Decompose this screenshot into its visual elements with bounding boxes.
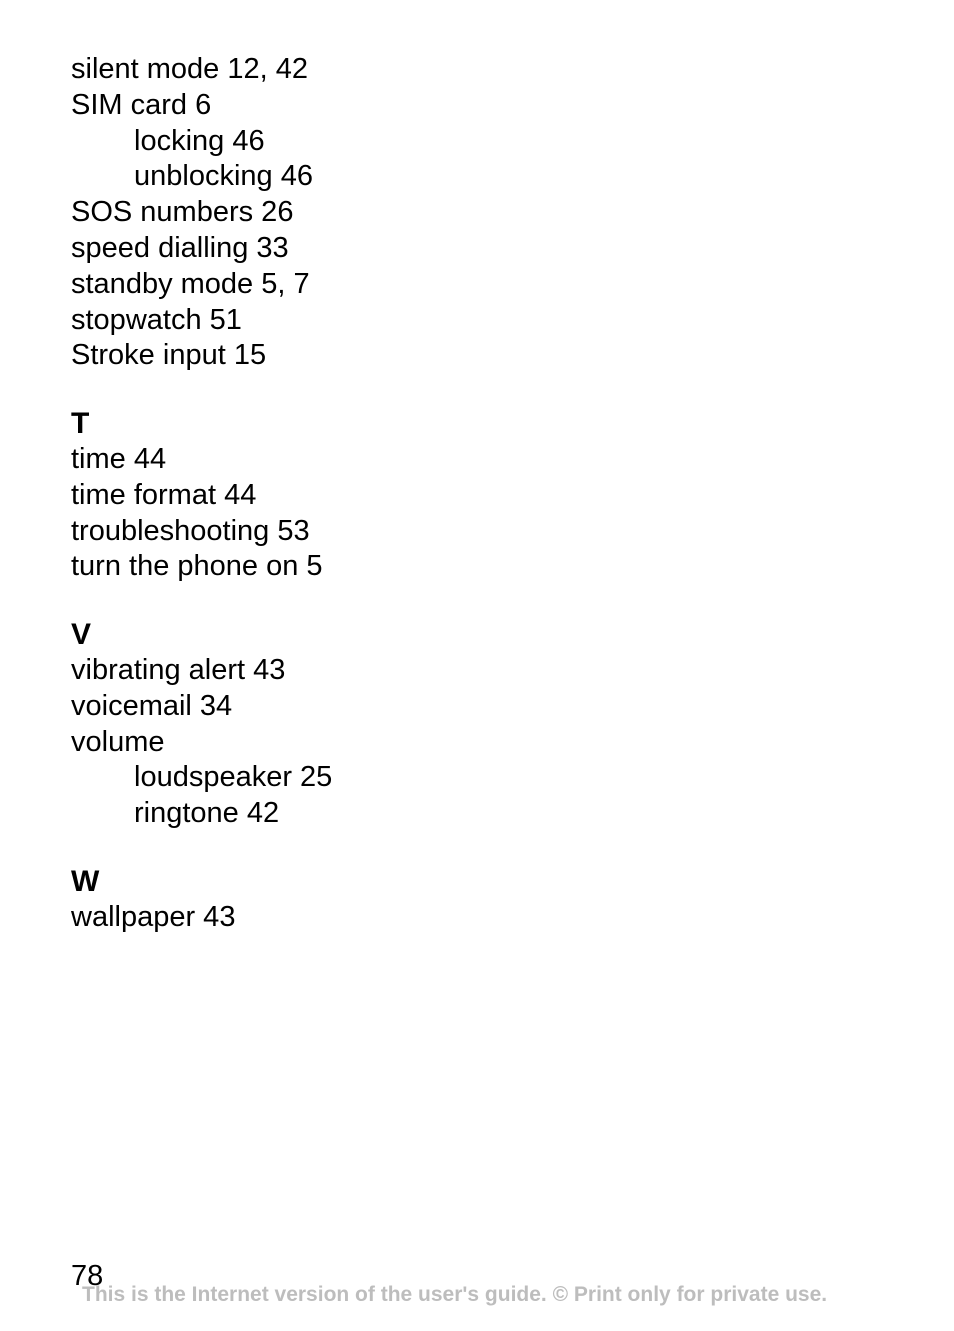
index-entry: Stroke input 15 xyxy=(71,339,267,372)
index-section-w xyxy=(71,864,671,936)
index-entry: time format 44 xyxy=(71,478,257,511)
index-entry: vibrating alert 43 xyxy=(71,653,286,686)
page-number: 78 xyxy=(71,1260,104,1292)
index-entry: wallpaper 43 xyxy=(71,900,236,933)
index-entry: silent mode 12, 42 xyxy=(71,53,308,85)
index-entry: troubleshooting 53 xyxy=(71,514,310,547)
index-entry: time 44 xyxy=(71,442,167,475)
index-entry: standby mode 5, 7 xyxy=(71,267,310,300)
section-spacer xyxy=(71,374,671,406)
index-subentry: locking 46 xyxy=(134,124,265,157)
index-entry: speed dialling 33 xyxy=(71,231,289,264)
index-entry: SIM card 6 xyxy=(71,88,212,121)
index-entry: SOS numbers 26 xyxy=(71,196,294,229)
index-entry: stopwatch 51 xyxy=(71,303,242,336)
section-letter-heading: W xyxy=(71,864,100,898)
index-subentry: ringtone 42 xyxy=(134,797,280,830)
index-list xyxy=(71,52,671,936)
section-spacer xyxy=(71,585,671,617)
index-section-v xyxy=(71,617,671,832)
section-letter-heading: V xyxy=(71,618,92,652)
index-entry: turn the phone on 5 xyxy=(71,550,323,583)
index-entry: volume xyxy=(71,725,165,758)
index-section-t xyxy=(71,406,671,585)
index-subentry: loudspeaker 25 xyxy=(134,761,333,794)
section-spacer xyxy=(71,832,671,864)
index-section-s xyxy=(71,52,671,374)
index-subentry: unblocking 46 xyxy=(134,160,313,193)
section-letter-heading: T xyxy=(71,407,90,441)
index-entry: voicemail 34 xyxy=(71,689,233,722)
footer-disclaimer: This is the Internet version of the user's guide. © Print only for private use. xyxy=(82,1283,828,1306)
